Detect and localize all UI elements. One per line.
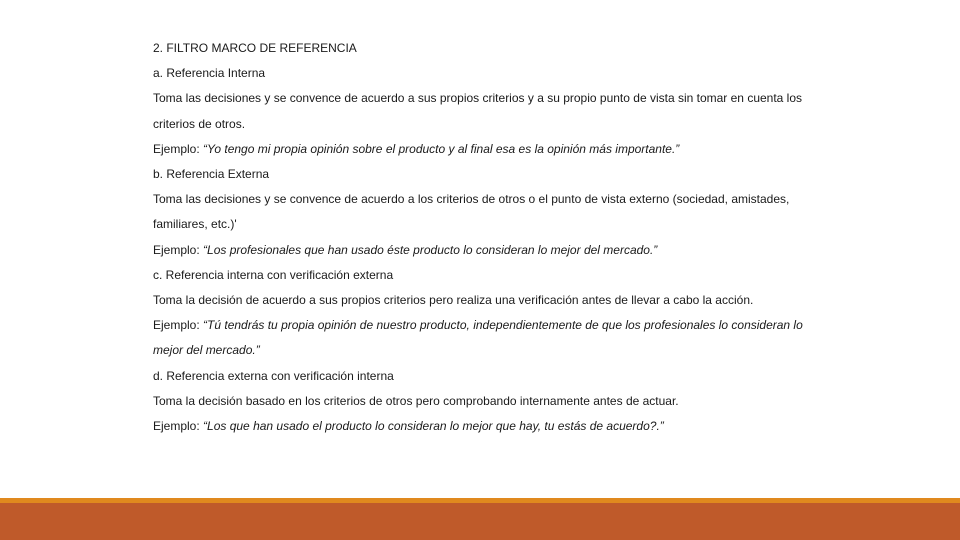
example-text: “Los profesionales que han usado éste producto lo consideran lo mejor del mercado.” <box>203 242 658 257</box>
section-heading: a. Referencia Interna <box>153 66 266 81</box>
example-label: Ejemplo: <box>153 318 200 333</box>
section-body: Toma la decisión basado en los criterios de otros pero comprobando internamente antes de actuar. <box>153 393 679 408</box>
section-example <box>153 137 803 162</box>
section-body: Toma las decisiones y se convence de acuerdo a sus propios criterios y a su propio punto de vista sin tomar en cuenta los criterios de otros. <box>153 91 803 131</box>
section-heading: b. Referencia Externa <box>153 167 270 182</box>
footer-bar <box>0 503 960 540</box>
example-text: “Los que han usado el producto lo consideran lo mejor que hay, tu estás de acuerdo?.” <box>203 419 664 434</box>
section-body: Toma la decisión de acuerdo a sus propios criterios pero realiza una verificación antes de llevar a cabo la acción. <box>153 293 754 308</box>
section-heading: d. Referencia externa con verificación interna <box>153 368 394 383</box>
slide-content <box>153 36 803 439</box>
slide-title: 2. FILTRO MARCO DE REFERENCIA <box>153 41 357 55</box>
section-body: Toma las decisiones y se convence de acuerdo a los criterios de otros o el punto de vista externo (sociedad, amistades, familiares, etc.)' <box>153 192 790 232</box>
example-text: “Yo tengo mi propia opinión sobre el producto y al final esa es la opinión más importante.” <box>203 141 680 156</box>
section-example <box>153 238 803 263</box>
section-example <box>153 313 803 363</box>
section-example <box>153 414 803 439</box>
section-heading: c. Referencia interna con verificación externa <box>153 267 394 282</box>
example-label: Ejemplo: <box>153 141 200 156</box>
example-label: Ejemplo: <box>153 242 200 257</box>
example-label: Ejemplo: <box>153 419 200 434</box>
example-text: “Tú tendrás tu propia opinión de nuestro producto, independientemente de que los profesionales lo consideran lo mejor del mercado.” <box>153 318 803 358</box>
